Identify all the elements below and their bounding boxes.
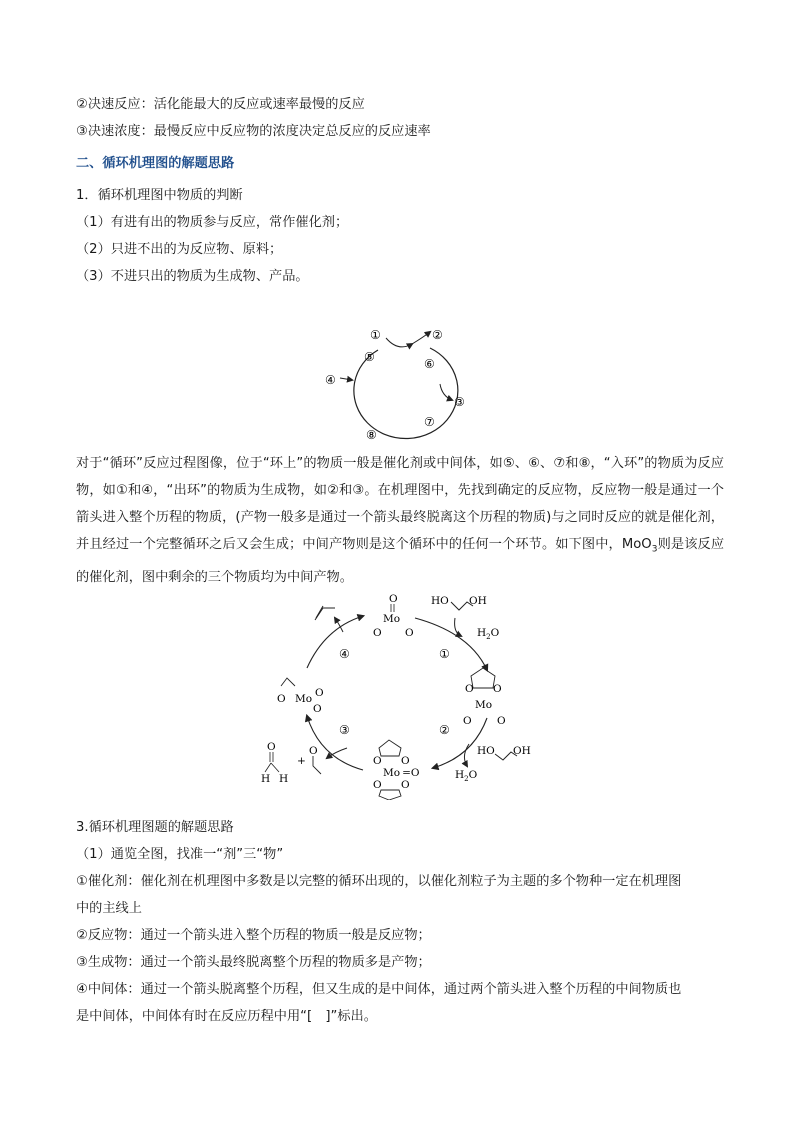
part1-title: 1．循环机理图中物质的判断 [76,188,243,203]
part3-item: ②反应物：通过一个箭头进入整个历程的物质一般是反应物； [76,928,431,943]
part1-item: （3）不进只出的物质为生成物、产品。 [76,269,309,284]
ring-arc-3 [307,716,363,770]
water-top: $H_2O$ [477,627,500,641]
arrow-out-2 [412,332,430,344]
part1-item: （1）有进有出的物质参与反应，常作催化剂； [76,215,349,230]
mo-top-mo: Mo [383,613,401,625]
ring-left-icon [281,678,295,686]
paragraph-text-a: 对于“循环”反应过程图像，位于“环上”的物质一般是催化剂或中间体，如⑤、⑥、⑦和⑧，“入环”的物质为反应物，如①和④，“出环”的物质为生成物，如②和③。在机理图中，先找到确定的反应物，反应物一般是通过一个箭头进入整个历程的物质，(产物一般多是通过一个箭头最终脱离这个历程的物质)与之同时反应的就是催化剂，并且经过一个完整循环之后又会生成；中间产物则是这个循环中的任何一个环节。如下图中，MoO [76,456,724,552]
explanation-paragraph [76,450,724,591]
part3-title: 3.循环机理图题的解题思路 [76,820,234,835]
ring-arc-4 [307,616,363,668]
part3-item: ③生成物：通过一个箭头最终脱离整个历程的物质多是产物； [76,955,431,970]
plus-sign: + [297,755,306,767]
ring-right-o2: O [493,683,502,695]
label-5: ⑤ [364,350,375,364]
label-2: ② [432,328,443,342]
ring-bottom-o3: O [373,779,382,791]
text-line: ③决速浓度：最慢反应中反应物的浓度决定总反应的反应速率 [76,124,431,139]
paragraph-sub: 3 [651,544,658,555]
ring-right-icon [471,668,495,688]
ring-arc-1 [415,618,487,670]
ring-bottom-o1: O [373,755,382,767]
label-7: ⑦ [424,415,435,429]
diol-bot-ho: HO [477,745,495,757]
part3-item: 中的主线上 [76,901,142,916]
step-2: ② [439,723,450,737]
arrow-in-1 [386,338,412,347]
ring-bottom-o4: O [401,779,410,791]
formaldehyde-h1: H [261,773,271,785]
part3-item: ①催化剂：催化剂在机理图中多数是以完整的循环出现的，以催化剂粒子为主题的多个物种一定在机理图 [76,874,682,889]
water-bottom: $H_2O$ [455,769,478,783]
label-4: ④ [325,373,336,387]
ring-right-o1: O [465,683,474,695]
label-3: ③ [454,395,465,409]
ring-left-o2: O [315,687,324,699]
mo-top-o2: O [373,627,382,639]
part3-sub: （1）通览全图，找准一“剂”三“物” [76,847,284,862]
arrow-in-4 [340,378,352,380]
arrow-out-3 [440,384,452,400]
formaldehyde-h2: H [279,773,289,785]
formaldehyde-o: O [267,741,276,753]
ring-left-mo: Mo [295,693,313,705]
ring-right-mo: Mo [475,699,493,711]
diol-bot-oh: OH [513,745,531,757]
text-line: ②决速反应：活化能最大的反应或速率最慢的反应 [76,97,365,112]
part1-item: （2）只进不出的为反应物、原料； [76,242,283,257]
label-1: ① [370,328,381,342]
ring-bottom-o2: O [401,755,410,767]
label-8: ⑧ [366,428,377,442]
cycle-diagram [320,320,480,450]
step-3: ③ [339,723,350,737]
label-6: ⑥ [424,357,435,371]
part3-item: 是中间体，中间体有时在反应历程中用“[ ]”标出。 [76,1009,377,1024]
ring-right-o4: O [497,715,506,727]
acetaldehyde-icon [313,756,321,774]
mo-top-o3: O [405,627,414,639]
ring-bottom-mo: Mo =O [383,767,420,779]
ring-left-o3: O [313,703,322,715]
step-1: ① [439,647,450,661]
ring-right-o3: O [463,715,472,727]
step-4: ④ [339,647,350,661]
acetaldehyde-o: O [309,745,318,757]
diol-top-ho: HO [431,595,449,607]
diol-top-oh: OH [469,595,487,607]
ring-left-o1: O [277,693,286,705]
mechanism-diagram [255,588,545,800]
paragraph-text-b: 则是该反应的催化剂，图中剩余的三个物质均为中间产物。 [76,537,725,585]
section-heading: 二、循环机理图的解题思路 [76,156,235,171]
ring-bottom-top-icon [379,740,401,756]
mo-top-o1: O [389,593,398,605]
ring-bottom-low-icon [379,790,401,800]
part3-item: ④中间体：通过一个箭头脱离整个历程，但又生成的是中间体，通过两个箭头进入整个历程的中间物质也 [76,982,682,997]
